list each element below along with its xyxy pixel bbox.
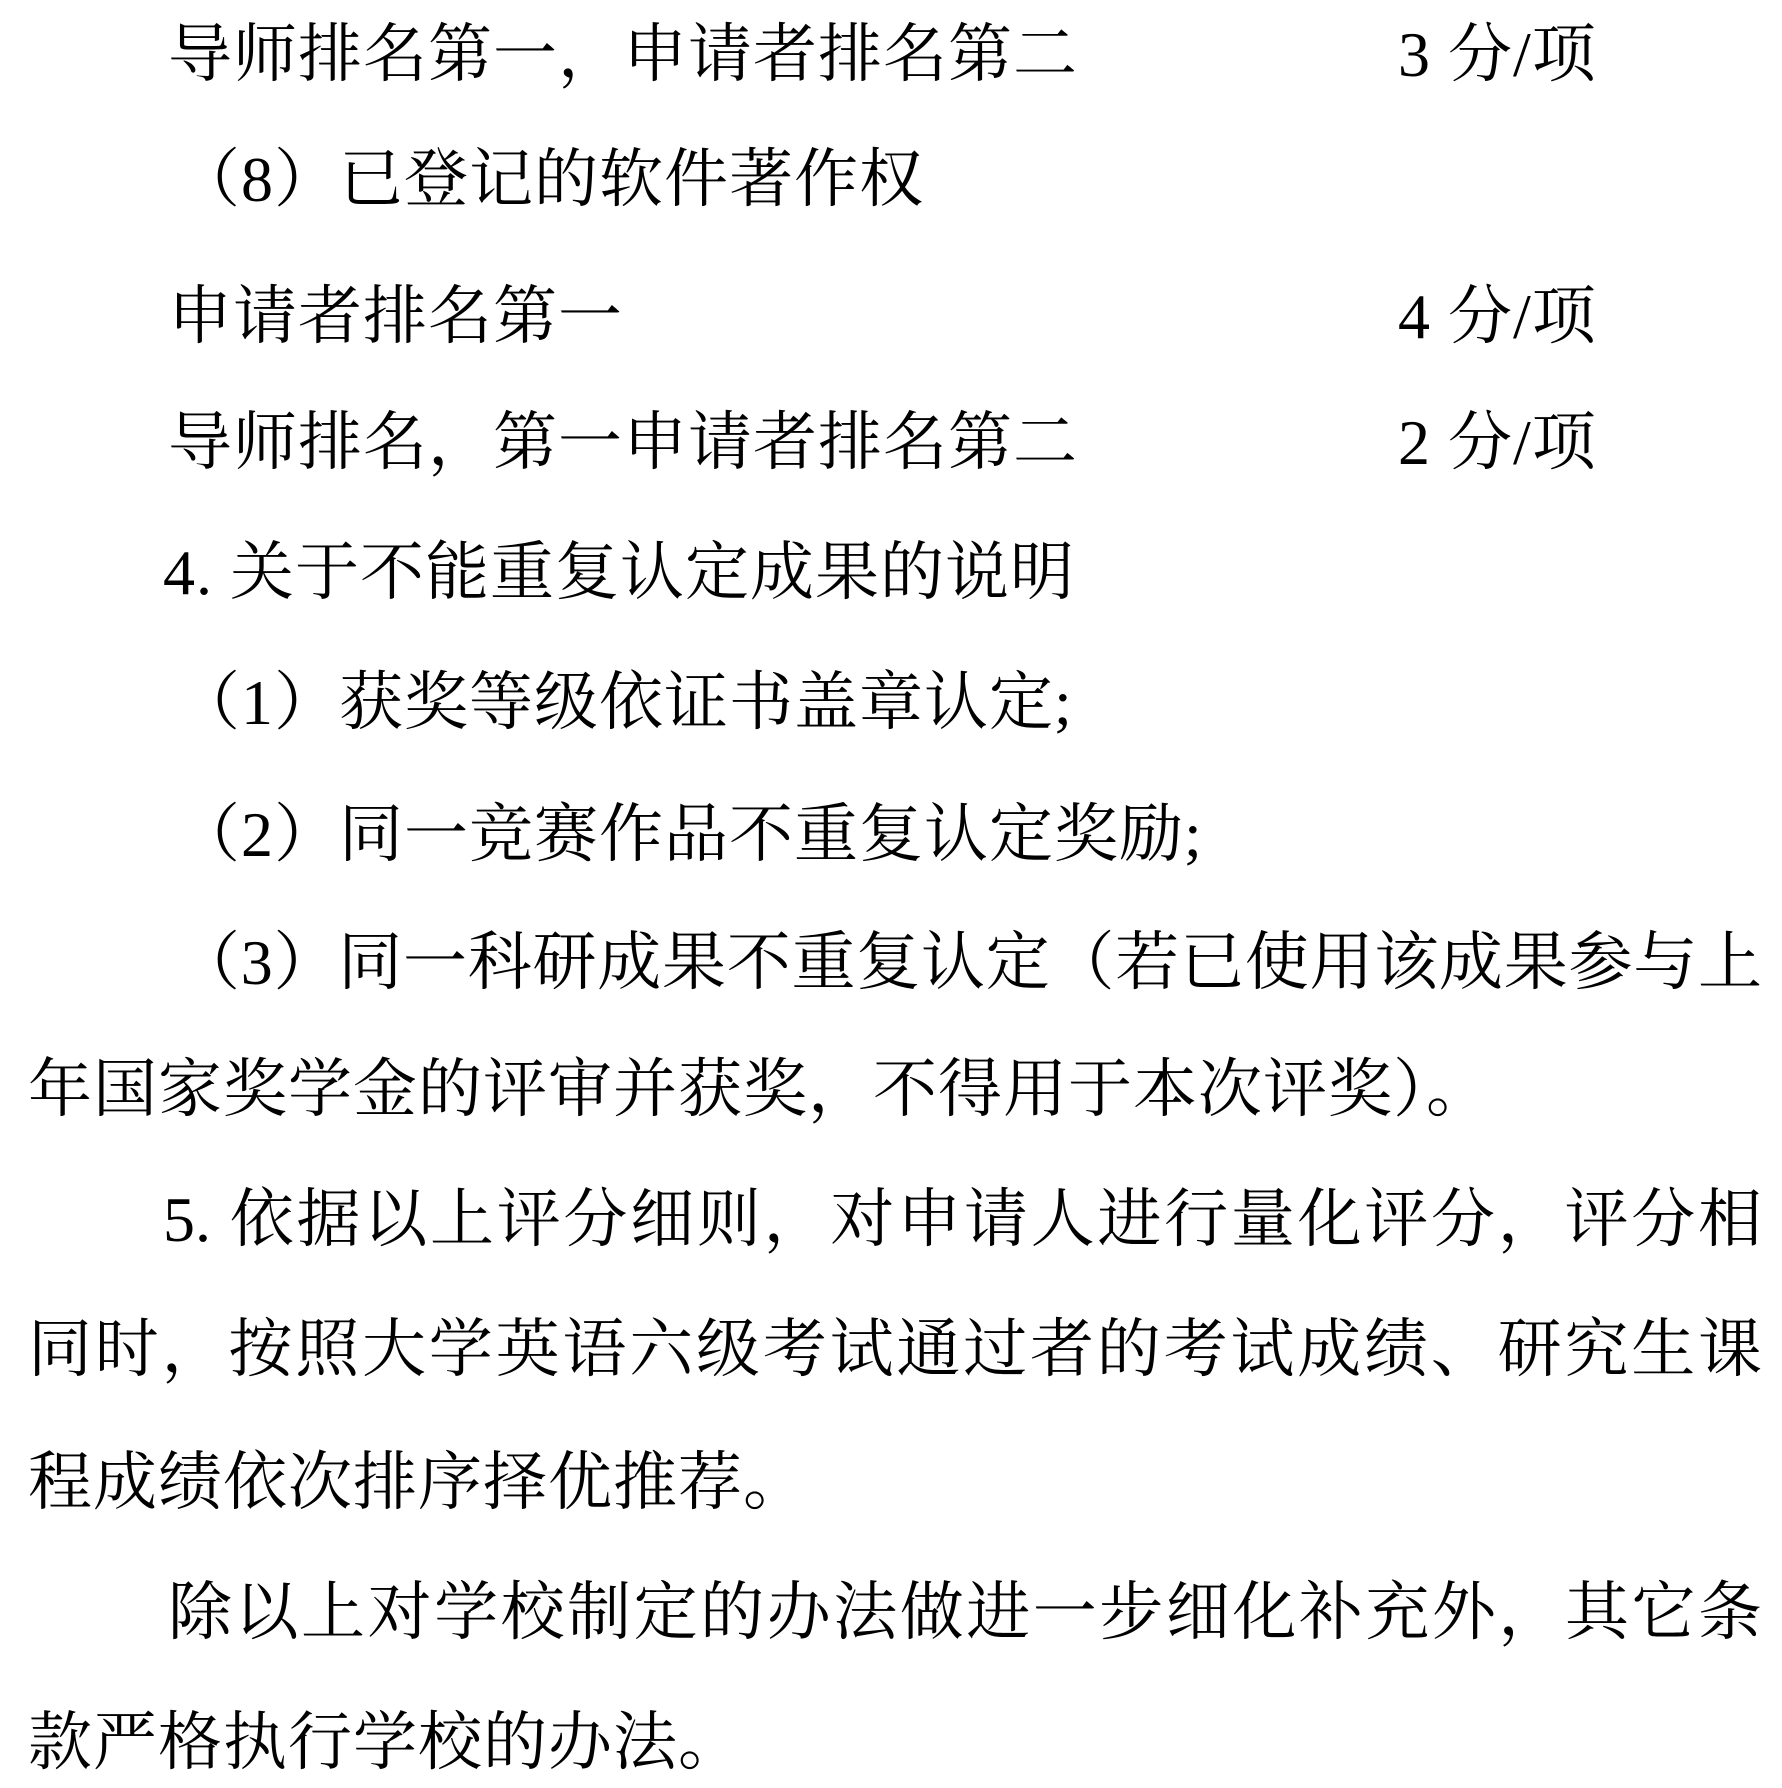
- line-text: 5. 依据以上评分细则，对申请人进行量化评分，评分相: [163, 1184, 1762, 1255]
- document-line: [0, 638, 1782, 768]
- line-text: 除以上对学校制定的办法做进一步细化补充外，其它条: [168, 1577, 1762, 1648]
- line-text: （2）同一竞赛作品不重复认定奖励;: [176, 799, 1203, 870]
- line-text: 4. 关于不能重复认定成果的说明: [163, 537, 1075, 608]
- score-per-item: 3 分/项: [1398, 19, 1597, 90]
- score-per-item: 2 分/项: [1398, 407, 1597, 478]
- line-text: 程成绩依次排序择优推荐。: [28, 1447, 808, 1518]
- document-line: [0, 1548, 1782, 1678]
- line-text: 年国家奖学金的评审并获奖，不得用于本次评奖）。: [28, 1054, 1491, 1125]
- line-text: 导师排名第一，申请者排名第二: [168, 19, 1078, 90]
- line-text: （3）同一科研成果不重复认定（若已使用该成果参与上: [176, 927, 1762, 998]
- document-line: [0, 378, 1782, 508]
- line-text: 同时，按照大学英语六级考试通过者的考试成绩、研究生课: [28, 1314, 1762, 1385]
- document-line: [0, 898, 1782, 1028]
- document-line: [0, 252, 1782, 382]
- document-line: [0, 115, 1782, 245]
- document-line: [0, 508, 1782, 638]
- line-text: 导师排名，第一申请者排名第二: [168, 407, 1078, 478]
- document-line: [0, 1285, 1782, 1415]
- score-per-item: 4 分/项: [1398, 281, 1597, 352]
- document-line: [0, 1678, 1782, 1788]
- line-text: 申请者排名第一: [168, 281, 623, 352]
- document-line: [0, 1155, 1782, 1285]
- document-line: [0, 0, 1782, 120]
- document-line: [0, 770, 1782, 900]
- line-text: （8）已登记的软件著作权: [176, 144, 924, 215]
- line-text: （1）获奖等级依证书盖章认定;: [176, 667, 1073, 738]
- document-line: [0, 1025, 1782, 1155]
- line-text: 款严格执行学校的办法。: [28, 1707, 743, 1778]
- document-line: [0, 1418, 1782, 1548]
